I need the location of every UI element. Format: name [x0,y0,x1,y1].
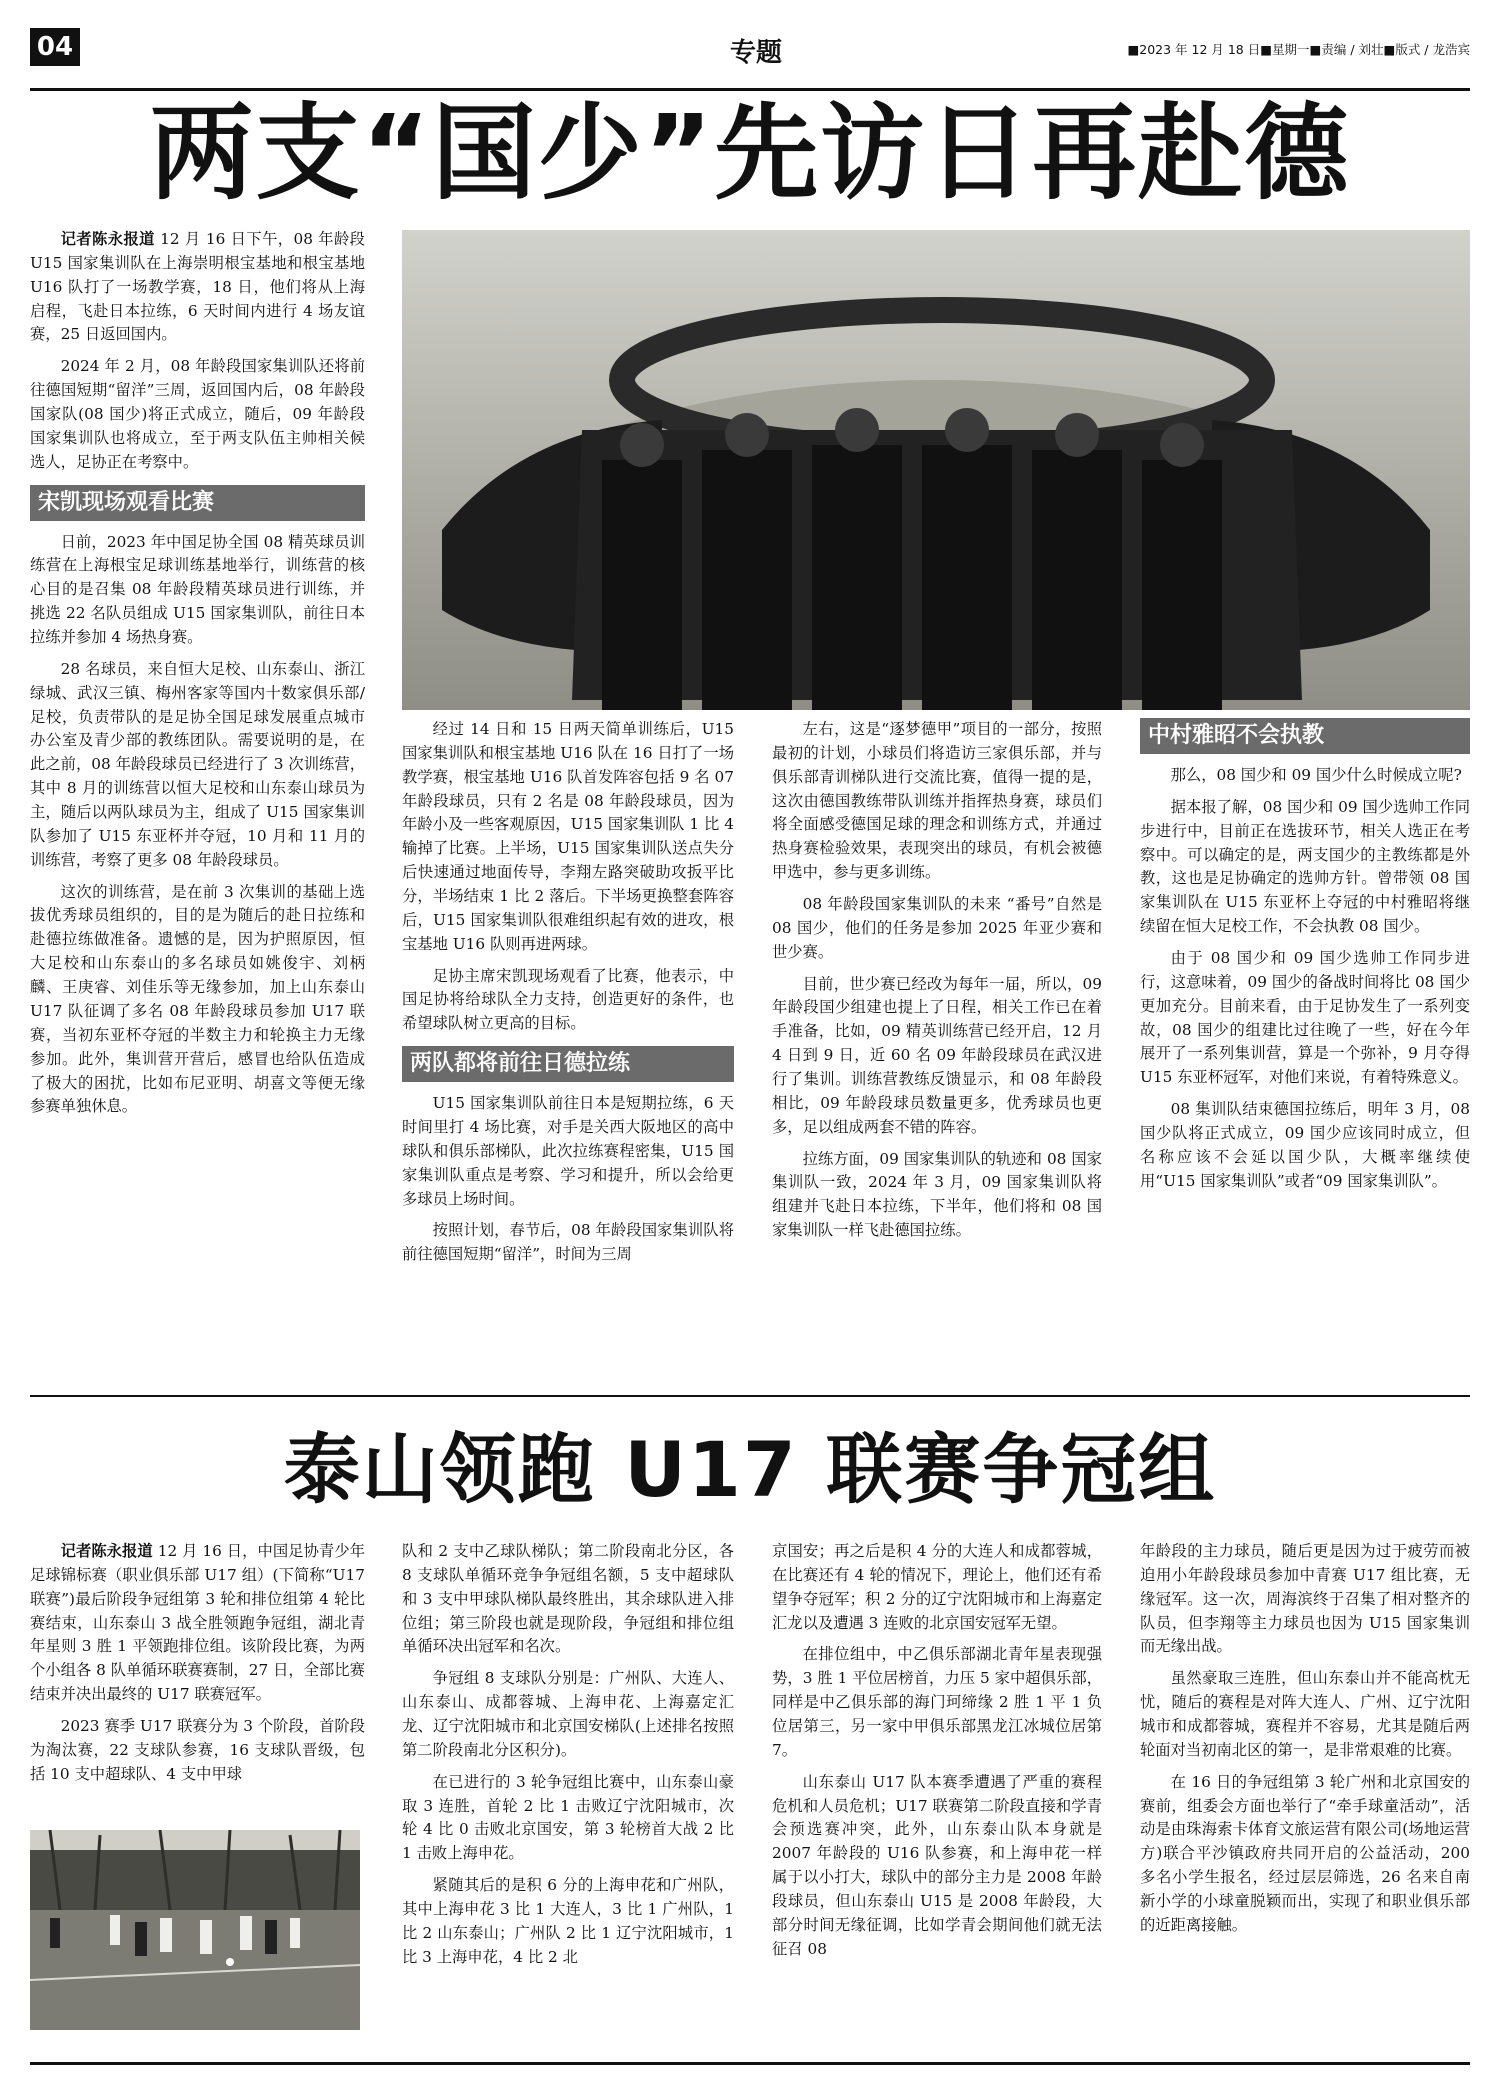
article1-col3-p3: 目前，世少赛已经改为每年一届，所以，09 年龄段国少组建也提上了日程，相关工作已在着手准备，比如，09 精英训练营已经开启，12 月 4 日到 9 日，近 60 名 09 年龄段球员在武汉进行了集训。训练营教练反馈显示，和 08 年龄段相比，09 年龄段球员数量更多，优秀球员也更多，足以组成两套不错的阵容。 [772,974,1102,1136]
article1-col4 [1140,716,1470,1388]
article1-col2-p4: 按照计划，春节后，08 年龄段国家集训队将前往德国短期“留洋”，时间为三周 [402,1221,734,1264]
article1-col4-p2: 据本报了解，08 国少和 09 国少选帅工作同步进行中，目前正在选拔环节，相关人选正在考察中。可以确定的是，两支国少的主教练都是外教，这也是足协确定的选帅方针。曾带领 08 国家集训队在 U15 东亚杯上夺冠的中村雅昭将继续留在恒大足校工作，不会执教 08 国少。 [1140,797,1470,936]
article2-byline: 记者陈永报道 [60,1542,153,1560]
article1-col1 [30,228,365,1388]
article1-intro-p1: 记者陈永报道 12 月 16 日下午，08 年龄段 U15 国家集训队在上海崇明根宝基地和根宝基地 U16 队打了一场教学赛，18 日，他们将从上海启程，飞赴日本拉练，6 天时间内进行 4 场友谊赛，25 日返回国内。 [30,230,365,344]
subhead-nakamura: 中村雅昭不会执教 [1140,718,1470,754]
article-divider [30,1395,1470,1397]
article2-col2-p4: 紧随其后的是积 6 分的上海申花和广州队，其中上海申花 3 比 1 大连人，3 比 1 广州队，1 比 2 山东泰山；广州队 2 比 1 辽宁沈阳城市，1 比 3 上海申花，4 比 2 北 [402,1876,734,1966]
article1-col4-p4: 08 集训队结束德国拉练后，明年 3 月，08 国少队将正式成立，09 国少应该同时成立，但名称应该不会延以国少队，大概率继续使用“U15 国家集训队”或者“09 国家集训队”。 [1140,1100,1470,1190]
section-title: 专题 [730,38,783,68]
article1-col3-p1: 左右，这是“逐梦德甲”项目的一部分，按照最初的计划，小球员们将造访三家俱乐部，并与俱乐部青训梯队进行交流比赛，值得一提的是，这次由德国教练带队训练并指挥热身赛，球员们将全面感受德国足球的理念和训练方式，并通过热身赛检验效果，表现突出的球员，有机会被德甲选中，参与更多训练。 [772,720,1102,882]
article2-col4-p1: 年龄段的主力球员，随后更是因为过于疲劳而被迫用小年龄段球员参加中青赛 U17 组比赛，无缘冠军。这一次，周海滨终于召集了相对整齐的队员，但李翔等主力球员也因为 U15 国家集训而无缘出战。 [1140,1542,1470,1656]
article1-col1-p4: 28 名球员，来自恒大足校、山东泰山、浙江绿城、武汉三镇、梅州客家等国内十数家俱乐部/足校，负责带队的是足协全国足球发展重点城市办公室及青少部的教练团队。需要说明的是，在此之前，08 年龄段球员已经进行了 3 次训练营，其中 8 月的训练营以恒大足校和山东泰山球员为主，随后以两队球员为主，组成了 U15 国家集训队参加了 U15 东亚杯并夺冠，10 月和 11 月的训练营，考察了更多 08 年龄段球员。 [30,659,365,869]
article2-col3-p2: 在排位组中，中乙俱乐部湖北青年星表现强势，3 胜 1 平位居榜首，力压 5 家中超俱乐部，同样是中乙俱乐部的海门珂缔缘 2 胜 1 平 1 负位居第三，另一家中甲俱乐部黑龙江冰城位居第 7。 [772,1645,1102,1759]
article2-col1-p2: 2023 赛季 U17 联赛分为 3 个阶段，首阶段为淘汰赛，22 支球队参赛，16 支球队晋级，包括 10 支中超球队、4 支中甲球 [30,1717,365,1783]
bottom-rule [30,2062,1470,2065]
article1-col3 [772,718,1102,1388]
article2-col1-p1: 记者陈永报道 12 月 16 日，中国足协青少年足球锦标赛（职业俱乐部 U17 组）(下简称“U17 联赛”)最后阶段争冠组第 3 轮和排位组第 4 轮比赛结束，山东泰山 3 战全胜领跑争冠组，湖北青年星则 3 胜 1 平领跑排位组。该阶段比赛，为两个小组各 8 队单循环联赛赛制，27 日，全部比赛结束并决出最终的 U17 联赛冠军。 [30,1542,365,1704]
article1-col2-p1: 经过 14 日和 15 日两天简单训练后，U15 国家集训队和根宝基地 U16 队在 16 日打了一场教学赛，根宝基地 U16 队首发阵容包括 9 名 07 年龄段球员，只有 2 名是 08 年龄段球员，因为年龄小及一些客观原因，U15 国家集训队 1 比 4 输掉了比赛。上半场，U15 国家集训队送点失分后快速通过地面传导，李翔左路突破助攻扳平比分，半场结束 1 比 2 落后。下半场更换整套阵容后，U15 国家集训队很难组织起有效的进攻，根宝基地 U16 队则再进两球。 [402,720,734,953]
article2-col2 [402,1540,734,2050]
article1-col4-p3: 由于 08 国少和 09 国少选帅工作同步进行，这意味着，09 国少的备战时间将比 08 国少更加充分。目前来看，由于足协发生了一系列变故，08 国少的组建比过往晚了一些，好在今年展开了一系列集训营，算是一个弥补，9 月夺得 U15 东亚杯冠军，对他们来说，有着特殊意义。 [1140,949,1470,1087]
article1-col1-p3: 日前，2023 年中国足协全国 08 精英球员训练营在上海根宝足球训练基地举行，训练营的核心目的是召集 08 年龄段精英球员进行训练，并挑选 22 名队员组成 U15 国家集训队，前往日本拉练并参加 4 场热身赛。 [30,532,365,647]
article2-col1 [30,1540,365,1825]
match-photo [30,1830,360,2030]
article2-col2-p1: 队和 2 支中乙球队梯队；第二阶段南北分区，各 8 支球队单循环竞争争冠组名额，5 支中超球队和 3 支中甲球队梯队最终胜出，其余球队进入排位组；第三阶段也就是现阶段，争冠组和排位组单循环决出冠军和名次。 [402,1542,734,1656]
masthead [30,28,1470,68]
article1-col3-p4: 拉练方面，09 国家集训队的轨迹和 08 国家集训队一致，2024 年 3 月，09 国家集训队将组建并飞赴日本拉练，下半年，他们将和 08 国家集训队一样飞赴德国拉练。 [772,1149,1102,1240]
page-number: 04 [30,28,80,66]
article2-col4-p2: 虽然豪取三连胜，但山东泰山并不能高枕无忧，随后的赛程是对阵大连人、广州、辽宁沈阳城市和成都蓉城，赛程并不容易，尤其是随后两轮面对当初南北区的第一，是非常艰难的比赛。 [1140,1669,1470,1759]
subhead-songkai: 宋凯现场观看比赛 [30,485,365,521]
article1-col2-p3: U15 国家集训队前往日本是短期拉练，6 天时间里打 4 场比赛，对手是关西大阪地区的高中球队和俱乐部梯队，此次拉练赛程密集，U15 国家集训队重点是考察、学习和提升，所以会给更多球员上场时间。 [402,1094,734,1208]
subhead-both-teams: 两队都将前往日德拉练 [402,1046,734,1082]
article2-col3-p1: 京国安；再之后是积 4 分的大连人和成都蓉城，在比赛还有 4 轮的情况下，理论上，他们还有希望争夺冠军；积 2 分的辽宁沈阳城市和上海嘉定汇龙以及遭遇 3 连败的北京国安冠军无望。 [772,1542,1102,1632]
article1-intro-p2: 2024 年 2 月，08 年龄段国家集训队还将前往德国短期“留洋”三周，返回国内后，08 年龄段国家队(08 国少)将正式成立，随后，09 年龄段国家集训队也将成立，至于两支队伍主帅相关候选人，足协正在考察中。 [30,357,365,471]
article2-col3-p3: 山东泰山 U17 队本赛季遭遇了严重的赛程危机和人员危机；U17 联赛第二阶段直接和学青会预选赛冲突，此外，山东泰山队本身就是 2007 年龄段的 U16 队参赛，和上海申花一样属于以小打大，球队中的部分主力是 2008 年龄段球员，但山东泰山 U15 是 2008 年龄段，大部分时间无缘征调，比如学青会期间他们就无法征召 08 [772,1772,1102,1958]
article2-col4 [1140,1540,1470,2050]
article2-col3 [772,1540,1102,2050]
team-huddle-photo [402,230,1470,710]
article2-col4-p3: 在 16 日的争冠组第 3 轮广州和北京国安的赛前，组委会方面也举行了“牵手球童活动”，活动是由珠海索卡体育文旅运营有限公司(场地运营方)联合平沙镇政府共同开启的公益活动，200 多名小学生报名，经过层层筛选，26 名来自南新小学的小球童脱颖而出，实现了和职业俱乐部的近距离接触。 [1140,1772,1470,1934]
article2-col2-p3: 在已进行的 3 轮争冠组比赛中，山东泰山豪取 3 连胜，首轮 2 比 1 击败辽宁沈阳城市，次轮 4 比 0 击败北京国安，第 3 轮榜首大战 2 比 1 击败上海申花。 [402,1772,734,1863]
article1-col3-p2: 08 年龄段国家集训队的未来 “番号”自然是 08 国少，他们的任务是参加 2025 年亚少赛和世少赛。 [772,895,1102,961]
article1-headline: 两支“国少”先访日再赴德 [149,92,1351,214]
article1-col2-p2: 足协主席宋凯现场观看了比赛，他表示，中国足协将给球队全力支持，创造更好的条件，也希望球队树立更高的目标。 [402,966,734,1033]
article1-col2 [402,718,734,1388]
article1-col1-p5: 这次的训练营，是在前 3 次集训的基础上选拔优秀球员组织的，目的是为随后的赴日拉练和赴德拉练做准备。遗憾的是，因为护照原因，恒大足校和山东泰山的多名球员如姚俊宇、刘柄麟、王庚睿、刘佳乐等无缘参加，加上山东泰山 U17 队征调了多名 08 年龄段球员参加 U17 联赛，当初东亚杯夺冠的半数主力和轮换主力无缘参加。此外，集训营开营后，感冒也给队伍造成了极大的困扰，比如布尼亚明、胡喜文等便无缘参赛单独休息。 [30,882,365,1116]
article1-byline: 记者陈永报道 [60,230,155,248]
dateline: ■2023 年 12 月 18 日■星期一■责编 / 刘壮■版式 / 龙浩宾 [1127,42,1470,57]
article2-col2-p2: 争冠组 8 支球队分别是：广州队、大连人、山东泰山、成都蓉城、上海申花、上海嘉定汇龙、辽宁沈阳城市和北京国安梯队(上述排名按照第二阶段南北分区积分)。 [402,1669,734,1759]
article1-col4-p1: 那么，08 国少和 09 国少什么时候成立呢? [1170,766,1462,784]
article2-headline: 泰山领跑 U17 联赛争冠组 [283,1425,1217,1514]
